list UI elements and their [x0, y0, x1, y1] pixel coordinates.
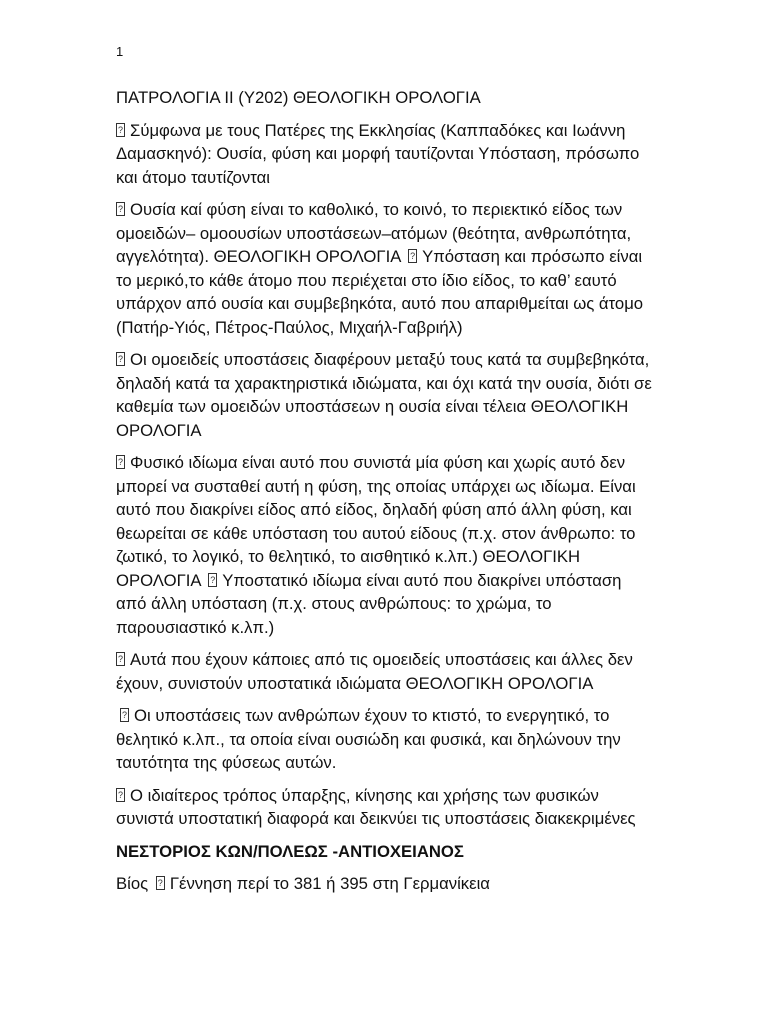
biography-line	[116, 872, 656, 896]
missing-glyph-bullet-icon	[208, 573, 217, 587]
paragraph-3	[116, 348, 656, 442]
paragraph-1	[116, 119, 656, 190]
missing-glyph-bullet-icon	[408, 249, 417, 263]
missing-glyph-bullet-icon	[116, 788, 125, 802]
paragraph-7	[116, 784, 656, 831]
missing-glyph-bullet-icon	[116, 202, 125, 216]
paragraph-text: Οι υποστάσεις των ανθρώπων έχουν το κτιστό, το ενεργητικό, το θελητικό κ.λπ., τα οποία είναι ουσιώδη και φυσικά, και δηλώνουν την ταυτότητα της φύσεως αυτών.	[116, 706, 621, 772]
paragraph-text: Αυτά που έχουν κάποιες από τις ομοειδείς υποστάσεις και άλλες δεν έχουν, συνιστούν υποστατικά ιδιώματα ΘΕΟΛΟΓΙΚΗ ΟΡΟΛΟΓΙΑ	[116, 650, 633, 693]
paragraph-text: Σύμφωνα με τους Πατέρες της Εκκλησίας (Καππαδόκες και Ιωάννη Δαμασκηνό): Ουσία, φύση και μορφή ταυτίζονται Υπόσταση, πρόσωπο και άτομο ταυτίζονται	[116, 120, 640, 187]
biography-text: Γέννηση περί το 381 ή 395 στη Γερμανίκεια	[169, 874, 490, 893]
document-title: ΠΑΤΡΟΛΟΓΙΑ ΙΙ (Υ202) ΘΕΟΛΟΓΙΚΗ ΟΡΟΛΟΓΙΑ	[116, 88, 481, 107]
missing-glyph-bullet-icon	[116, 652, 125, 666]
missing-glyph-bullet-icon	[120, 708, 129, 722]
paragraph-text: Ο ιδιαίτερος τρόπος ύπαρξης, κίνησης και χρήσης των φυσικών συνιστά υποστατική διαφορά και δεικνύει τις υποστάσεις διακεκριμένες	[116, 785, 636, 828]
paragraph-6	[116, 704, 656, 775]
missing-glyph-bullet-icon	[156, 876, 165, 890]
paragraph-text: Υποστατικό ιδίωμα είναι αυτό που διακρίνει υπόσταση από άλλη υπόσταση (π.χ. στους ανθρώπους: το χρώμα, το παρουσιαστικό κ.λπ.)	[116, 570, 622, 637]
document-body	[116, 86, 656, 905]
biography-label: Βίος	[116, 874, 149, 893]
missing-glyph-bullet-icon	[116, 123, 125, 137]
paragraph-2	[116, 198, 656, 339]
paragraph-5	[116, 648, 656, 695]
missing-glyph-bullet-icon	[116, 455, 125, 469]
paragraph-4	[116, 451, 656, 639]
paragraph-text: Υπόσταση και πρόσωπο είναι το μερικό,το κάθε άτομο που περιέχεται στο ίδιο είδος, το καθ’ εαυτό υπάρχον από ουσία και συμβεβηκότα, αυτό που απαριθμείται ως άτομο (Πατήρ-Υιός, Πέτρος-Παύλος, Μιχαήλ-Γαβριήλ)	[116, 247, 644, 337]
missing-glyph-bullet-icon	[116, 352, 125, 366]
page-number: 1	[116, 44, 124, 59]
section-heading: ΝΕΣΤΟΡΙΟΣ ΚΩΝ/ΠΟΛΕΩΣ -ΑΝΤΙΟΧΕΙΑΝΟΣ	[116, 841, 464, 861]
paragraph-text: Φυσικό ιδίωμα είναι αυτό που συνιστά μία φύση και χωρίς αυτό δεν μπορεί να συσταθεί αυτή η φύση, της οποίας υπάρχει ως ιδίωμα. Είναι αυτό που διακρίνει είδος από είδος, δηλαδή φύση από άλλη φύση, και θεωρείται σε κάθε υπόσταση του αυτού είδους (π.χ. στον άνθρωπο: το ζωτικό, το λογικό, το θελητικό, το αισθητικό κ.λπ.) ΘΕΟΛΟΓΙΚΗ ΟΡΟΛΟΓΙΑ	[116, 453, 636, 590]
paragraph-text: Ουσία καί φύση είναι το καθολικό, το κοινό, το περιεκτικό είδος των ομοειδών– ομοουσίων υποστάσεων–ατόμων (θεότητα, ανθρωπότητα, αγγελότητα). ΘΕΟΛΟΓΙΚΗ ΟΡΟΛΟΓΙΑ	[116, 200, 632, 266]
paragraph-text: Οι ομοειδείς υποστάσεις διαφέρουν μεταξύ τους κατά τα συμβεβηκότα, δηλαδή κατά τα χαρακτηριστικά ιδιώματα, και όχι κατά την ουσία, διότι σε καθεμία των ομοειδών υποστάσεων η ουσία είναι τέλεια ΘΕΟΛΟΓΙΚΗ ΟΡΟΛΟΓΙΑ	[116, 350, 652, 440]
